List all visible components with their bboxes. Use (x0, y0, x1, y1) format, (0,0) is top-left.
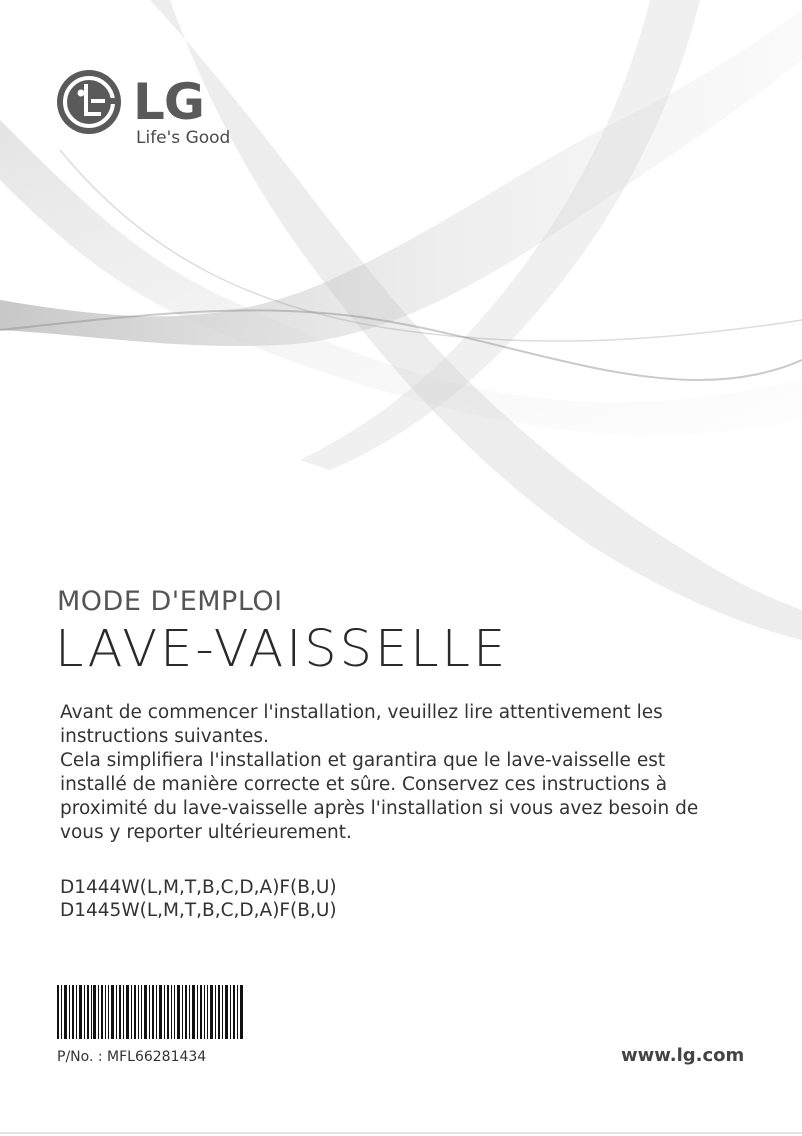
barcode-icon (57, 985, 243, 1039)
document-type: MODE D'EMPLOI (57, 586, 283, 617)
part-number: P/No. : MFL66281434 (57, 1049, 207, 1065)
bottom-divider (0, 1132, 802, 1134)
intro-paragraph-2: Cela simplifiera l'installation et garantira que le lave-vaisselle est installé de manière correcte et sûre. Conservez ces instructions à proximité du lave-vaisselle après l'installation si vous avez besoin de vous y reporter ultérieurement. (60, 750, 699, 843)
model-number: D1444W(L,M,T,B,C,D,A)F(B,U) (60, 877, 337, 898)
model-list (60, 876, 337, 922)
intro-paragraph-1: Avant de commencer l'installation, veuillez lire attentivement les instructions suivantes. (60, 702, 663, 747)
logo-wordmark: LG (133, 73, 204, 131)
product-title: LAVE-VAISSELLE (55, 620, 509, 679)
intro-text (60, 701, 720, 845)
website-link[interactable]: www.lg.com (621, 1045, 745, 1066)
model-number: D1445W(L,M,T,B,C,D,A)F(B,U) (60, 900, 337, 921)
lg-logo-icon (57, 70, 121, 134)
logo-tagline: Life's Good (136, 128, 231, 148)
lg-logo (57, 70, 257, 160)
